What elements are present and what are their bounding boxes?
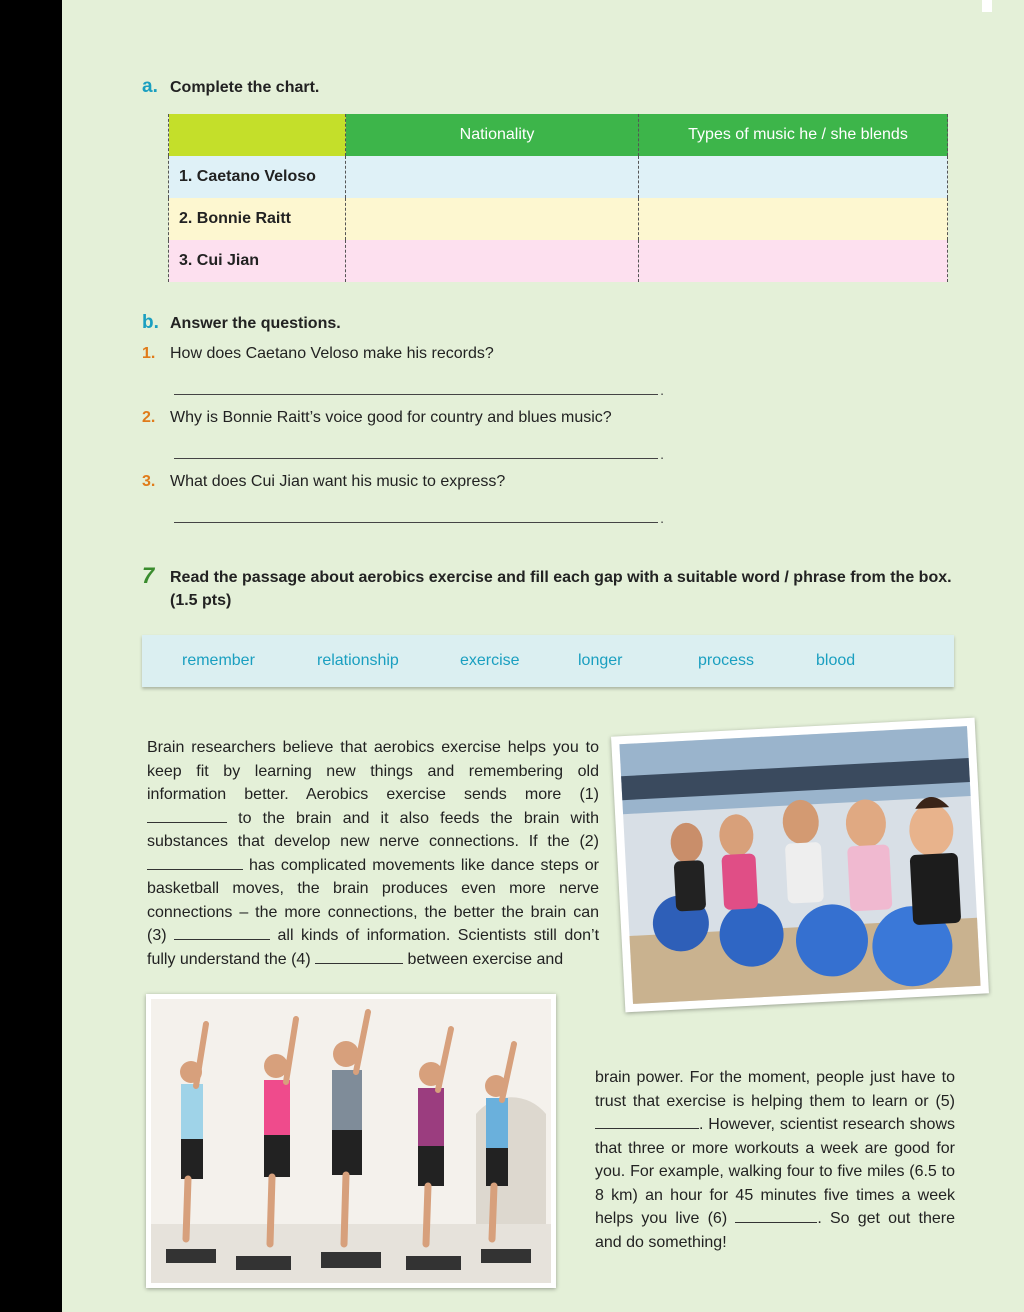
page-corner-mark: [982, 0, 992, 12]
question-number: 1.: [142, 345, 156, 362]
textbook-page: [62, 0, 1024, 1312]
chart-row: [169, 156, 948, 198]
gap-3[interactable]: [174, 925, 270, 940]
question-text: How does Caetano Veloso make his records?: [170, 345, 494, 362]
aerobics-photo-balls: [611, 718, 989, 1013]
passage-part-1: [147, 736, 599, 971]
photo-image: [146, 994, 556, 1288]
passage-text: . So get out there and do something!: [595, 1210, 956, 1251]
word-option: process: [698, 652, 755, 669]
passage-part-2: [595, 1066, 955, 1254]
chart-cell-nationality[interactable]: [346, 198, 639, 240]
chart-row: [169, 198, 948, 240]
word-option: exercise: [460, 652, 520, 669]
chart-cell-nationality[interactable]: [346, 240, 639, 282]
section-a-instruction: Complete the chart.: [170, 79, 320, 96]
music-chart: [168, 114, 948, 282]
section-b-heading: [142, 312, 341, 334]
word-option: longer: [578, 652, 623, 669]
section-b-instruction: Answer the questions.: [170, 315, 341, 332]
passage-text: all kinds of information. Scientists still don’t fully understand the (4): [147, 927, 600, 968]
question-3: [142, 473, 505, 491]
answer-line-2[interactable]: [174, 458, 658, 459]
word-option: blood: [816, 652, 856, 669]
passage-text: brain power. For the moment, people just have to trust that exercise is helping them to learn or (5): [595, 1069, 955, 1110]
word-option: remember: [182, 652, 255, 669]
photo-image: [611, 718, 989, 1013]
question-1: [142, 345, 494, 363]
chart-cell-name: 2. Bonnie Raitt: [169, 198, 346, 240]
section-a-heading: [142, 76, 319, 98]
gap-2[interactable]: [147, 855, 243, 870]
chart-header-types: Types of music he / she blends: [639, 114, 948, 156]
word-option: relationship: [317, 652, 399, 669]
question-number: 3.: [142, 473, 156, 490]
chart-cell-types[interactable]: [639, 156, 948, 198]
chart-header-corner: [169, 114, 346, 156]
task-7-instruction: [142, 563, 962, 612]
section-b-letter: b.: [142, 312, 159, 333]
section-a-letter: a.: [142, 76, 158, 97]
passage-text: Brain researchers believe that aerobics exercise helps you to keep fit by learning new things and remembering old information better. Aerobics exercise sends more (1): [147, 739, 599, 803]
passage-text: to the brain and it also feeds the brain with substances that develop new nerve connections. If the (2): [147, 809, 599, 850]
task-text: Read the passage about aerobics exercise and fill each gap with a suitable word / phrase from the box. (1.5 pts): [170, 569, 952, 609]
gap-4[interactable]: [315, 949, 403, 964]
chart-cell-nationality[interactable]: [346, 156, 639, 198]
chart-cell-types[interactable]: [639, 240, 948, 282]
task-number: 7: [142, 563, 155, 588]
chart-header-nationality: Nationality: [346, 114, 639, 156]
chart-cell-types[interactable]: [639, 198, 948, 240]
gap-6[interactable]: [735, 1208, 817, 1223]
passage-text: between exercise and: [403, 950, 564, 968]
chart-row: [169, 240, 948, 282]
question-text: What does Cui Jian want his music to express?: [170, 473, 506, 490]
question-number: 2.: [142, 409, 156, 426]
question-text: Why is Bonnie Raitt’s voice good for country and blues music?: [170, 409, 612, 426]
passage-text: has complicated movements like dance steps or basketball moves, the brain produces even more nerve connections – the more connections, the better the brain can (3): [147, 856, 599, 944]
step-aerobics-photo: [146, 994, 556, 1288]
answer-line-1[interactable]: [174, 394, 658, 395]
question-2: [142, 409, 612, 427]
chart-cell-name: 1. Caetano Veloso: [169, 156, 346, 198]
answer-line-3[interactable]: [174, 522, 658, 523]
chart-cell-name: 3. Cui Jian: [169, 240, 346, 282]
word-box: [142, 635, 954, 687]
passage-text: . However, scientist research shows that three or more workouts a week are good for you. For example, walking four to five miles (6.5 to 8 km) an hour for 45 minutes five times a week helps you live (6): [595, 1116, 955, 1227]
gap-5[interactable]: [595, 1114, 699, 1129]
gap-1[interactable]: [147, 808, 227, 823]
